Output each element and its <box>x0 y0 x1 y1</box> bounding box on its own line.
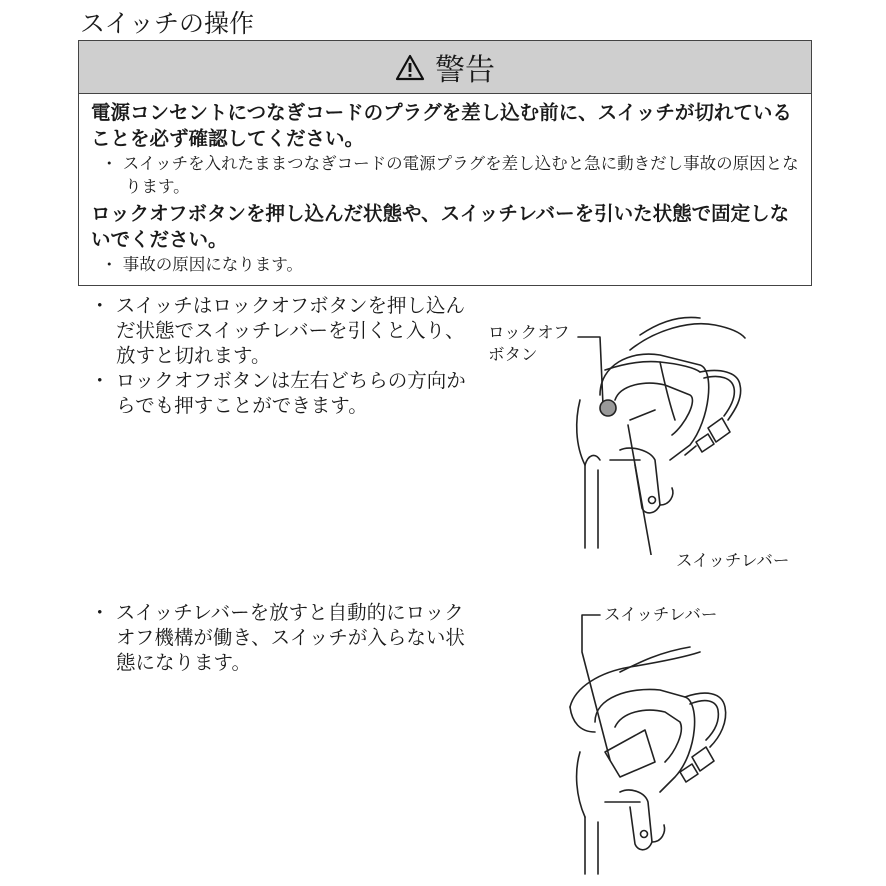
warning-item-1-strong: 電源コンセントにつなぎコードのプラグを差し込む前に、スイッチが切れていることを必ず確認してください。 <box>91 101 792 150</box>
callout-lockoff-button <box>488 322 570 366</box>
callout-lockoff-line1: ロックオフ <box>488 323 570 342</box>
callout-switch-lever-1: スイッチレバー <box>676 551 790 570</box>
instruction-item: ・ ロックオフボタンは左右どちらの方向からでも押すことができます。 <box>90 369 466 417</box>
warning-triangle-icon <box>395 54 425 81</box>
tool-handle-illustration-1 <box>560 310 810 555</box>
instruction-item: ・ スイッチレバーを放すと自動的にロックオフ機構が働き、スイッチが入らない状態になります。 <box>90 601 465 674</box>
callout-switch-lever-2: スイッチレバー <box>604 605 718 624</box>
instruction-list-1 <box>86 293 476 418</box>
warning-item-1-note: ・ スイッチを入れたままつなぎコードの電源プラグを差し込むと急に動きだし事故の原因となります。 <box>101 154 799 196</box>
tool-handle-illustration-2 <box>560 612 810 880</box>
warning-body <box>79 94 811 276</box>
callout-lockoff-line2: ボタン <box>488 345 538 364</box>
instruction-list-2 <box>86 600 476 675</box>
page-title: スイッチの操作 <box>80 9 255 38</box>
warning-box <box>78 40 812 286</box>
instruction-item: ・ スイッチはロックオフボタンを押し込んだ状態でスイッチレバーを引くと入り、放すと切れます。 <box>90 294 465 367</box>
warning-item-2-strong: ロックオフボタンを押し込んだ状態や、スイッチレバーを引いた状態で固定しないでください。 <box>91 202 790 251</box>
warning-item-2-note: ・ 事故の原因になります。 <box>101 255 303 274</box>
warning-header <box>79 41 811 94</box>
warning-header-label: 警告 <box>435 53 495 88</box>
